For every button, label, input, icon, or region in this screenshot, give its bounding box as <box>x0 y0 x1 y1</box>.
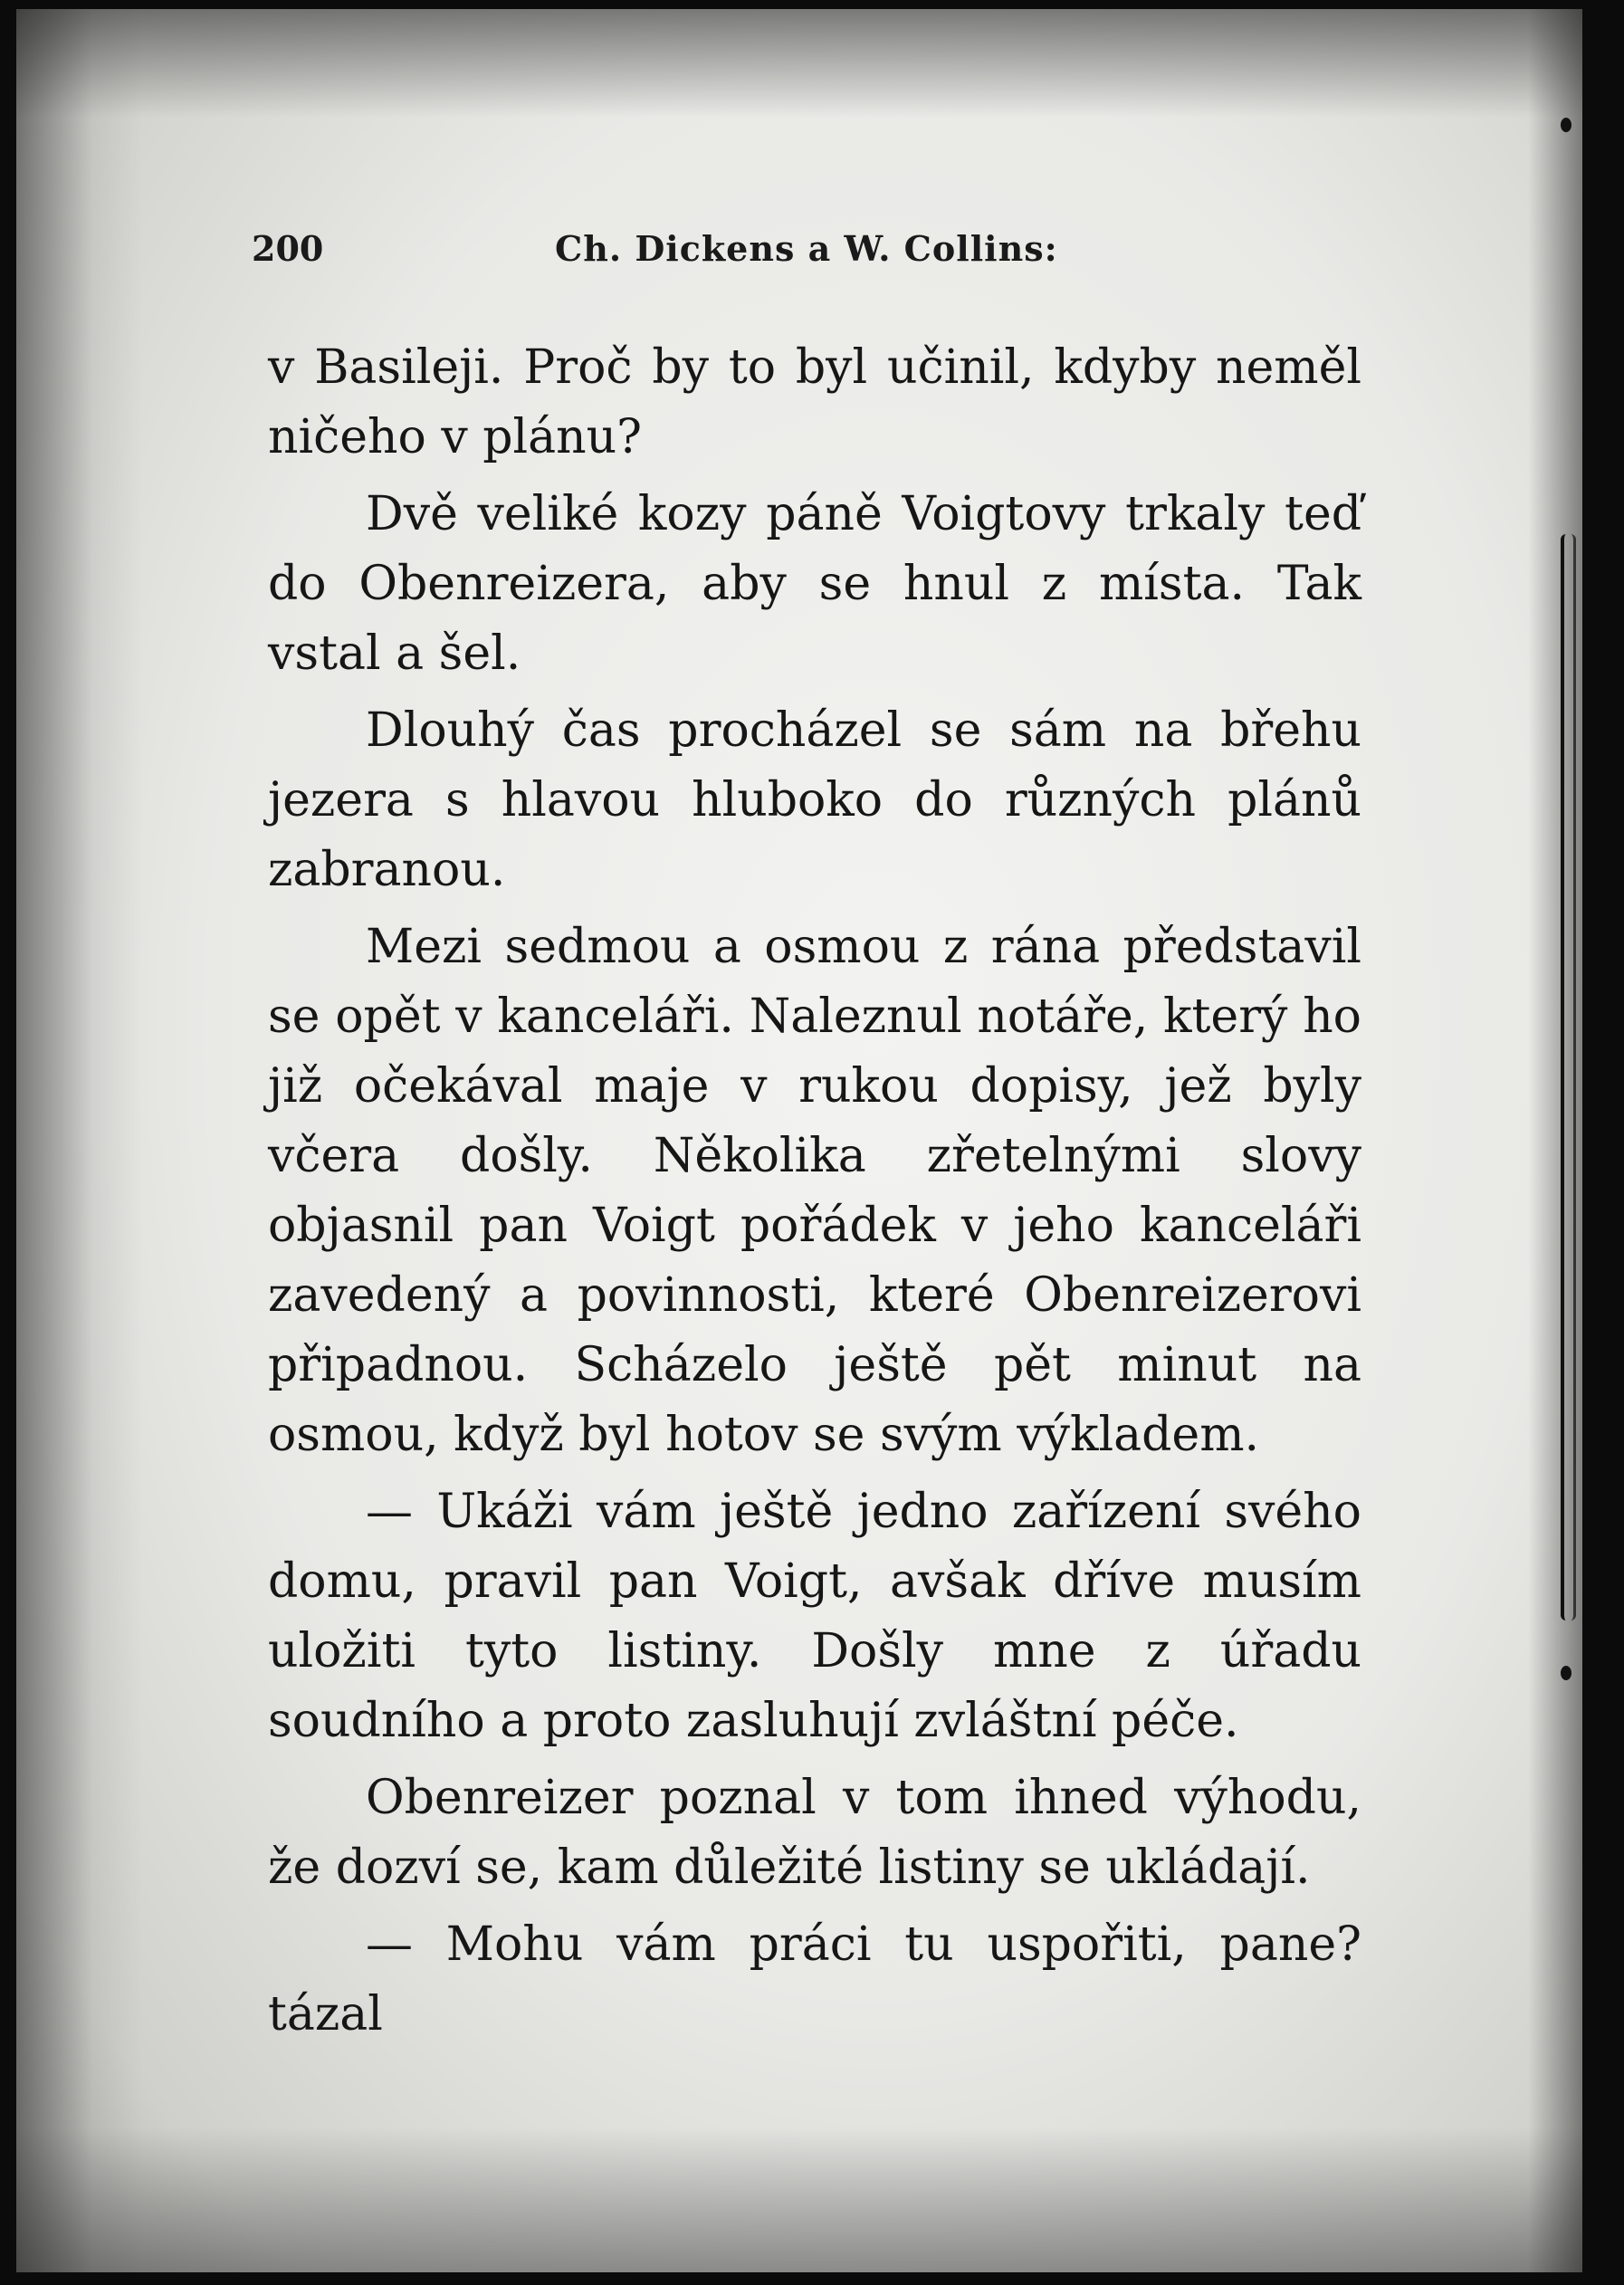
binding-mark <box>1561 1666 1571 1680</box>
body-text <box>268 333 1361 2050</box>
paragraph: Dvě veliké kozy páně Voigtovy trkaly teď do Obenreizera, aby se hnul z místa. Tak vstal a šel. <box>268 487 1361 681</box>
paragraph: — Mohu vám práci tu uspořiti, pane? tázal <box>268 1917 1361 2041</box>
paragraph: Mezi sedmou a osmou z rána představil se opět v kanceláři. Naleznul notáře, který ho již očekával maje v rukou dopisy, jež byly včera došly. Několika zřetelnými slovy objasnil pan Voigt pořádek v jeho kanceláři zavedený a povinnosti, které Obenreizerovi připadnou. Scházelo ještě pět minut na osmou, když byl hotov se svým výkladem. <box>268 920 1361 1462</box>
paragraph: v Basileji. Proč by to byl učinil, kdyby neměl ničeho v plánu? <box>268 340 1361 464</box>
paragraph: Obenreizer poznal v tom ihned výhodu, že dozví se, kam důležité listiny se ukládají. <box>268 1771 1361 1895</box>
paragraph: — Ukáži vám ještě jedno zařízení svého domu, pravil pan Voigt, avšak dříve musím uložiti tyto listiny. Došly mne z úřadu soudního a proto zasluhují zvláštní péče. <box>268 1485 1361 1748</box>
binding-mark <box>1561 118 1571 132</box>
running-title: Ch. Dickens a W. Collins: <box>555 228 1058 269</box>
binding-edge-line <box>1561 534 1576 1621</box>
paragraph: Dlouhý čas procházel se sám na břehu jezera s hlavou hluboko do různých plánů zabranou. <box>268 703 1361 897</box>
book-page <box>16 9 1582 2272</box>
page-shadow-bottom <box>16 2127 1582 2272</box>
page-shadow-top <box>16 9 1582 118</box>
page-shadow-left <box>16 9 143 2272</box>
page-number: 200 <box>252 228 324 269</box>
